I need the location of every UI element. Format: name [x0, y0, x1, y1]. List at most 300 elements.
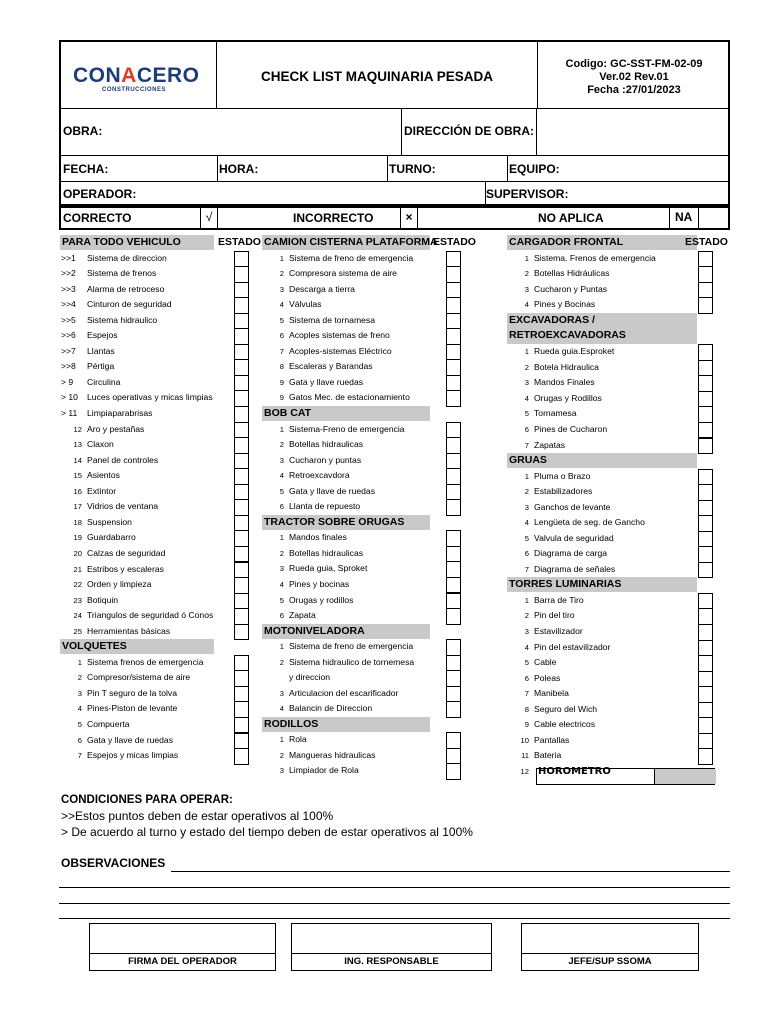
item-label: Sistema de freno de emergencia [289, 252, 414, 263]
item-label: Compresora sistema de aire [289, 268, 397, 279]
item-number: 3 [279, 284, 284, 294]
item-label: Panel de controles [87, 454, 159, 465]
estado-checkbox[interactable] [234, 437, 249, 454]
item-label: Botellas hidraulicas [289, 547, 364, 558]
doc-code: Codigo: GC-SST-FM-02-09 [565, 58, 703, 70]
estado-checkbox[interactable] [446, 282, 461, 299]
checklist-item [503, 624, 703, 640]
item-label: Ganchos de levante [534, 501, 611, 512]
estado-checkbox[interactable] [698, 266, 713, 283]
estado-checkbox[interactable] [234, 701, 249, 718]
item-number: 6 [279, 611, 284, 621]
item-number: 5 [524, 658, 529, 668]
checklist-item [56, 686, 256, 702]
estado-checkbox[interactable] [446, 499, 461, 516]
section-col2-3-title: MOTONIVELADORA [262, 624, 430, 639]
checklist-item [258, 453, 458, 469]
estado-checkbox[interactable] [698, 686, 713, 703]
item-label: Sistema-Freno de emergencia [289, 423, 405, 434]
item-number: 5 [77, 719, 82, 729]
item-number: 4 [524, 518, 529, 528]
checklist-item [56, 422, 256, 438]
item-label: Gata y llave de ruedas [289, 485, 375, 496]
estado-checkbox[interactable] [446, 313, 461, 330]
item-number: 6 [524, 424, 529, 434]
item-number: >>8 [61, 361, 76, 372]
estado-checkbox[interactable] [446, 390, 461, 407]
item-label: Gata y llave ruedas [289, 376, 364, 387]
item-label: Limpiador de Rola [289, 765, 359, 776]
estado-checkbox[interactable] [234, 468, 249, 485]
item-label: Triangulos de seguridad ó Conos [87, 610, 214, 621]
checklist-item [56, 251, 256, 267]
section-col2-0-title: CAMION CISTERNA PLATAFORMA [264, 236, 438, 248]
item-number: 17 [73, 502, 82, 512]
estado-checkbox[interactable] [234, 530, 249, 547]
item-number: > 9 [61, 376, 74, 387]
item-number: 2 [279, 548, 284, 558]
estado-checkbox[interactable] [446, 561, 461, 578]
item-number: 2 [279, 440, 284, 450]
checklist-item [56, 655, 256, 671]
signature-operador-label: FIRMA DEL OPERADOR [90, 953, 275, 970]
checklist-item [56, 733, 256, 749]
estado-checkbox[interactable] [234, 655, 249, 672]
checklist-item [56, 453, 256, 469]
estado-checkbox[interactable] [698, 438, 713, 455]
item-label: Aro y pestañas [87, 423, 145, 434]
item-number: 2 [279, 657, 284, 667]
checklist-item [258, 670, 458, 686]
checklist-item [56, 546, 256, 562]
item-label: Extintor [87, 485, 117, 496]
item-label: Pines y Bocinas [534, 299, 596, 310]
estado-checkbox[interactable] [234, 717, 249, 734]
item-label: y direccion [289, 672, 331, 683]
checklist-item [56, 468, 256, 484]
estado-checkbox[interactable] [698, 655, 713, 672]
estado-header: ESTADO [433, 236, 476, 248]
item-number: >>2 [61, 268, 76, 279]
observaciones-line-2[interactable] [59, 887, 730, 888]
estado-checkbox[interactable] [698, 422, 713, 439]
item-number: 3 [279, 564, 284, 574]
estado-checkbox[interactable] [234, 733, 249, 750]
item-label: Pin del estavilizador [534, 641, 611, 652]
item-label: Estribos y escaleras [87, 563, 164, 574]
estado-checkbox[interactable] [446, 375, 461, 392]
item-label: Pluma o Brazo [534, 470, 591, 481]
estado-checkbox[interactable] [698, 624, 713, 641]
estado-checkbox[interactable] [446, 577, 461, 594]
item-number: 3 [279, 688, 284, 698]
item-label: Cucharon y puntas [289, 454, 362, 465]
checklist-item [503, 515, 703, 531]
estado-checkbox[interactable] [698, 702, 713, 719]
item-label: Vidrios de ventana [87, 501, 159, 512]
checklist-item [56, 593, 256, 609]
item-label: Limpiaparabrisas [87, 408, 153, 418]
estado-checkbox[interactable] [234, 562, 249, 579]
estado-checkbox[interactable] [446, 437, 461, 454]
checklist-item [503, 546, 703, 562]
checklist-item [56, 670, 256, 686]
estado-checkbox[interactable] [234, 670, 249, 687]
estado-checkbox[interactable] [234, 608, 249, 625]
incorrecto-label: INCORRECTO [293, 211, 374, 225]
item-label: Orden y limpieza [87, 579, 152, 590]
item-label: Cucharon y Puntas [534, 283, 608, 294]
checklist-item [258, 530, 458, 546]
item-number: 14 [73, 455, 82, 465]
estado-checkbox[interactable] [446, 530, 461, 547]
estado-checkbox[interactable] [446, 608, 461, 625]
checklist-item [56, 624, 256, 640]
item-number: 2 [524, 611, 529, 621]
estado-checkbox[interactable] [234, 328, 249, 345]
item-label: Sistema de tornamesa [289, 314, 375, 325]
item-number: 1 [279, 533, 284, 543]
estado-checkbox[interactable] [234, 577, 249, 594]
item-number: 7 [524, 564, 529, 574]
estado-checkbox[interactable] [446, 266, 461, 283]
item-label: Pantallas [534, 734, 570, 745]
checklist-item [258, 577, 458, 593]
item-label: Llanta de repuesto [289, 501, 361, 512]
item-label: Diagrama de carga [534, 548, 608, 559]
estado-checkbox[interactable] [234, 546, 249, 563]
item-number: 7 [524, 440, 529, 450]
estado-checkbox[interactable] [446, 359, 461, 376]
estado-checkbox[interactable] [698, 391, 713, 408]
checklist-item [56, 266, 256, 282]
item-number: 23 [73, 595, 82, 605]
direccion-label: DIRECCIÓN DE OBRA: [404, 124, 535, 138]
item-number: 22 [73, 580, 82, 590]
estado-checkbox[interactable] [446, 686, 461, 703]
checklist-item [503, 391, 703, 407]
estado-checkbox[interactable] [234, 266, 249, 283]
item-label: Válvulas [289, 299, 322, 310]
item-number: 5 [524, 409, 529, 419]
doc-date: Fecha :27/01/2023 [587, 84, 681, 96]
item-label: Cable electricos [534, 719, 596, 730]
item-label: HOROMETRO [538, 765, 611, 777]
estado-checkbox[interactable] [446, 593, 461, 610]
item-number: 7 [279, 346, 284, 356]
checklist-item [56, 748, 256, 764]
estado-checkbox[interactable] [698, 469, 713, 486]
company-logo: CONACERO CONSTRUCCIONES [73, 64, 200, 93]
item-label: Estavilizador [534, 626, 583, 636]
estado-checkbox[interactable] [446, 468, 461, 485]
checklist-item [258, 359, 458, 375]
estado-checkbox[interactable] [698, 344, 713, 361]
item-label: Botellas hidraulicas [289, 439, 364, 450]
no-aplica-mark: NA [669, 206, 699, 228]
estado-checkbox[interactable] [698, 282, 713, 299]
estado-checkbox[interactable] [234, 484, 249, 501]
checklist-item [56, 515, 256, 531]
item-number: 1 [524, 471, 529, 481]
item-label: Mandos Finales [534, 377, 595, 388]
item-label: Barra de Tiro [534, 594, 584, 605]
item-number: 24 [73, 611, 82, 621]
estado-checkbox[interactable] [698, 515, 713, 532]
section-col1-0-title: PARA TODO VEHICULO [60, 235, 214, 250]
estado-checkbox[interactable] [446, 344, 461, 361]
checklist-item [56, 390, 256, 406]
item-label: Sistema. Frenos de emergencia [534, 252, 656, 263]
estado-checkbox[interactable] [698, 500, 713, 517]
checklist-item [503, 438, 703, 454]
equipo-label: EQUIPO: [509, 162, 560, 176]
estado-checkbox[interactable] [698, 251, 713, 268]
item-label: Pines-Piston de levante [87, 703, 178, 714]
item-number: 6 [524, 673, 529, 683]
item-number: 4 [279, 300, 284, 310]
item-label: Circulina [87, 376, 121, 387]
estado-checkbox[interactable] [698, 484, 713, 501]
legend-row [59, 204, 730, 230]
item-number: 4 [279, 579, 284, 589]
item-number: 11 [521, 751, 529, 761]
checklist-item [258, 655, 458, 671]
item-label: Retroexcavdora [289, 470, 350, 481]
item-number: >>6 [61, 330, 76, 341]
item-label: Estabilizadores [534, 486, 593, 497]
estado-checkbox[interactable] [234, 515, 249, 532]
checklist-item [503, 593, 703, 609]
checklist-item [258, 297, 458, 313]
correcto-mark: √ [200, 206, 218, 228]
estado-checkbox[interactable] [234, 251, 249, 268]
item-number: 6 [77, 735, 82, 745]
estado-checkbox[interactable] [446, 484, 461, 501]
checklist-item [258, 608, 458, 624]
estado-checkbox[interactable] [698, 671, 713, 688]
item-label: Sistema hidraulico [87, 314, 158, 325]
item-number: 1 [524, 347, 529, 357]
item-number: 6 [279, 502, 284, 512]
observaciones-line-4[interactable] [59, 918, 730, 919]
estado-checkbox[interactable] [234, 499, 249, 516]
item-label: Alarma de retroceso [87, 283, 165, 294]
item-number: 1 [279, 735, 284, 745]
item-label: Rueda guia, Sproket [289, 563, 368, 574]
item-number: 5 [279, 315, 284, 325]
estado-checkbox[interactable] [698, 406, 713, 423]
item-label: Zapata [289, 610, 316, 621]
item-label: Lengüeta de seg. de Gancho [534, 517, 645, 528]
horometro-value-cell[interactable] [654, 769, 716, 784]
conditions-line-2: > De acuerdo al turno y estado del tiempo deben de estar operativos al 100% [61, 825, 473, 839]
item-number: 5 [279, 486, 284, 496]
item-number: 1 [279, 253, 284, 263]
estado-checkbox[interactable] [234, 406, 249, 423]
signature-operador[interactable] [89, 923, 276, 971]
estado-checkbox[interactable] [698, 733, 713, 750]
item-number: 5 [279, 595, 284, 605]
estado-checkbox[interactable] [234, 422, 249, 439]
estado-checkbox[interactable] [698, 546, 713, 563]
checklist-item [503, 406, 703, 422]
checklist-item [258, 266, 458, 282]
item-label: Espejos [87, 330, 118, 341]
item-number: 2 [524, 362, 529, 372]
item-label: Gatos Mec. de estacionamiento [289, 392, 410, 403]
item-number: 4 [524, 393, 529, 403]
item-number: 20 [73, 548, 82, 558]
item-number: 7 [77, 751, 82, 761]
estado-checkbox[interactable] [234, 686, 249, 703]
item-number: 2 [279, 750, 284, 760]
estado-checkbox[interactable] [234, 282, 249, 299]
checklist-item [503, 344, 703, 360]
item-label: Balancin de Direccion [289, 703, 373, 714]
estado-checkbox[interactable] [446, 546, 461, 563]
estado-checkbox[interactable] [698, 608, 713, 625]
item-label: Acoples sistemas de freno [289, 330, 390, 341]
item-number: 3 [524, 378, 529, 388]
checklist-item [258, 328, 458, 344]
estado-checkbox[interactable] [234, 297, 249, 314]
item-label: Pines y bocinas [289, 578, 350, 589]
item-number: 9 [279, 393, 284, 403]
estado-checkbox[interactable] [446, 251, 461, 268]
checklist-item [56, 530, 256, 546]
item-number: 1 [77, 657, 82, 667]
item-number: 9 [524, 720, 529, 730]
page-title: CHECK LIST MAQUINARIA PESADA [260, 69, 493, 84]
observaciones-line-3[interactable] [59, 903, 730, 904]
item-number: 19 [73, 533, 82, 543]
item-number: 2 [524, 487, 529, 497]
estado-checkbox[interactable] [446, 763, 461, 780]
checklist-item [56, 297, 256, 313]
estado-checkbox[interactable] [234, 624, 249, 641]
checklist-item [503, 282, 703, 298]
estado-checkbox[interactable] [234, 748, 249, 765]
estado-checkbox[interactable] [698, 375, 713, 392]
doc-version: Ver.02 Rev.01 [599, 71, 669, 83]
item-number: > 10 [61, 392, 78, 403]
estado-checkbox[interactable] [446, 655, 461, 672]
estado-checkbox[interactable] [698, 562, 713, 579]
estado-checkbox[interactable] [446, 297, 461, 314]
estado-checkbox[interactable] [234, 359, 249, 376]
estado-header: ESTADO [685, 236, 728, 248]
item-number: 21 [73, 564, 82, 574]
checklist-item [258, 344, 458, 360]
estado-checkbox[interactable] [234, 344, 249, 361]
estado-checkbox[interactable] [234, 453, 249, 470]
item-number: >>3 [61, 283, 76, 294]
item-number: 1 [524, 595, 529, 605]
checklist-item [503, 640, 703, 656]
estado-header: ESTADO [218, 236, 261, 248]
checklist-item [56, 359, 256, 375]
turno-label: TURNO: [389, 162, 436, 176]
item-label: Manibela [534, 688, 569, 699]
checklist-item [258, 561, 458, 577]
checklist-item [503, 531, 703, 547]
checklist-item [258, 763, 458, 779]
estado-checkbox[interactable] [446, 732, 461, 749]
item-label: Sistema de direccion [87, 252, 167, 263]
item-label: Herramientas básicas [87, 625, 171, 636]
checklist-item [503, 251, 703, 267]
signature-responsable[interactable] [291, 923, 492, 971]
checklist-item [258, 468, 458, 484]
estado-checkbox[interactable] [698, 593, 713, 610]
estado-checkbox[interactable] [446, 670, 461, 687]
estado-checkbox[interactable] [698, 640, 713, 657]
estado-checkbox[interactable] [446, 453, 461, 470]
estado-checkbox[interactable] [698, 360, 713, 377]
hora-label: HORA: [219, 162, 259, 176]
estado-checkbox[interactable] [234, 593, 249, 610]
item-label: Pértiga [87, 361, 115, 372]
item-number: 4 [524, 300, 529, 310]
item-label: Gata y llave de ruedas [87, 734, 173, 745]
item-label: Sistema de freno de emergencia [289, 641, 414, 652]
item-label: Suspension [87, 516, 132, 527]
estado-checkbox[interactable] [446, 422, 461, 439]
estado-checkbox[interactable] [698, 297, 713, 314]
no-aplica-label: NO APLICA [538, 211, 604, 225]
item-number: 15 [73, 471, 82, 481]
estado-checkbox[interactable] [446, 639, 461, 656]
estado-checkbox[interactable] [234, 313, 249, 330]
item-label: Compresor/sistema de aire [87, 672, 191, 683]
item-label: Espejos y micas limpias [87, 750, 179, 761]
estado-checkbox[interactable] [698, 748, 713, 765]
checklist-item [258, 282, 458, 298]
checklist-item [258, 546, 458, 562]
checklist-item [503, 671, 703, 687]
item-label: Pines de Cucharon [534, 423, 608, 434]
item-number: 12 [520, 766, 529, 776]
section-col1-1-title: VOLQUETES [60, 639, 214, 654]
checklist-item [56, 437, 256, 453]
estado-checkbox[interactable] [446, 748, 461, 765]
observaciones-line-1[interactable] [171, 871, 730, 872]
estado-checkbox[interactable] [446, 328, 461, 345]
signature-jefe[interactable] [521, 923, 699, 971]
item-label: Rola [289, 734, 307, 745]
checklist-item [56, 577, 256, 593]
conditions-line-1: >>Estos puntos deben de estar operativos al 100% [61, 809, 334, 823]
estado-checkbox[interactable] [698, 717, 713, 734]
checklist-item [258, 313, 458, 329]
checklist-item [258, 390, 458, 406]
estado-checkbox[interactable] [234, 390, 249, 407]
checklist-item [56, 717, 256, 733]
item-label: Botellas Hidráulicas [534, 268, 610, 279]
item-label: Calzas de seguridad [87, 547, 166, 558]
checklist-item [503, 608, 703, 624]
checklist-item [258, 686, 458, 702]
estado-checkbox[interactable] [698, 531, 713, 548]
checklist-item [56, 406, 256, 422]
item-label: Articulacion del escarificador [289, 687, 399, 698]
estado-checkbox[interactable] [234, 375, 249, 392]
item-number: 6 [524, 549, 529, 559]
section-col3-3-title: TORRES LUMINARIAS [507, 577, 697, 592]
item-number: 8 [524, 704, 529, 714]
estado-checkbox[interactable] [446, 701, 461, 718]
